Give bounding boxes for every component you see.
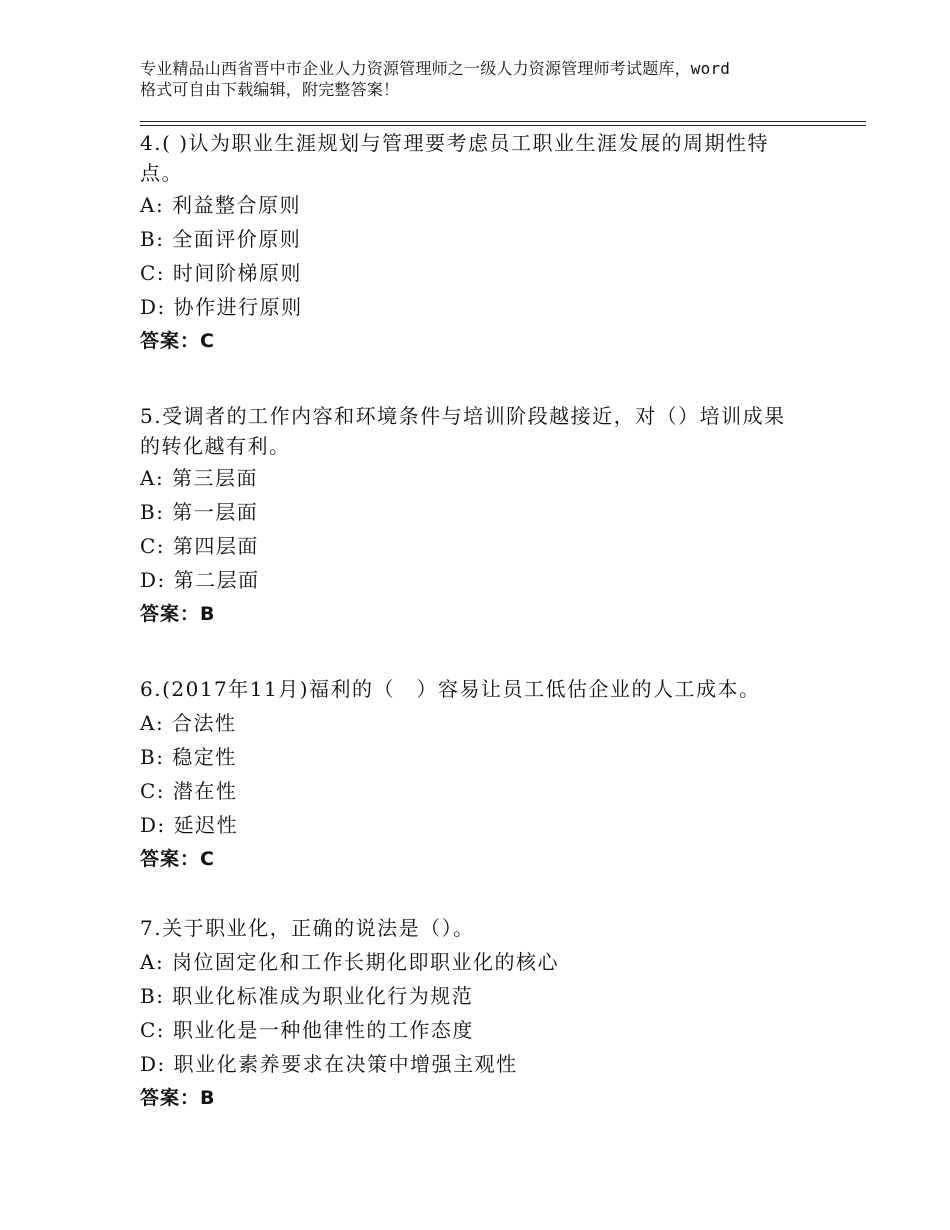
option-d: D: 延迟性 [140,813,239,837]
header-line-1: 专业精品山西省晋中市企业人力资源管理师之一级人力资源管理师考试题库，word [140,59,731,78]
option-b: B: 稳定性 [140,745,237,769]
option-c: C: 潜在性 [140,779,238,803]
question-6 [140,672,800,876]
question-stem-line: 7.关于职业化，正确的说法是（）。 [140,916,475,940]
answer: 答案：C [140,330,215,352]
document-header [140,58,840,100]
option-d: D: 第二层面 [140,568,260,592]
header-line-2: 格式可自由下载编辑，附完整答案！ [140,80,400,99]
option-d: D: 职业化素养要求在决策中增强主观性 [140,1052,518,1076]
question-stem-line: 5.受调者的工作内容和环境条件与培训阶段越接近，对（）培训成果 [140,404,786,428]
option-c: C: 第四层面 [140,534,259,558]
question-stem-line: 点。 [140,161,183,185]
answer: 答案：B [140,1087,216,1109]
option-b: B: 职业化标准成为职业化行为规范 [140,984,474,1008]
question-4 [140,128,800,358]
question-7 [140,911,800,1115]
header-rule-top [140,121,866,122]
question-stem-line: 的转化越有利。 [140,434,291,458]
option-b: B: 全面评价原则 [140,227,302,251]
option-c: C: 时间阶梯原则 [140,261,302,285]
answer: 答案：C [140,848,215,870]
option-c: C: 职业化是一种他律性的工作态度 [140,1018,474,1042]
question-stem-line: 6.(2017年11月)福利的（ ）容易让员工低估企业的人工成本。 [140,677,761,701]
option-a: A: 合法性 [140,711,237,735]
question-stem-line: 4.( )认为职业生涯规划与管理要考虑员工职业生涯发展的周期性特 [140,131,770,155]
option-a: A: 岗位固定化和工作长期化即职业化的核心 [140,950,560,974]
option-b: B: 第一层面 [140,500,259,524]
option-a: A: 利益整合原则 [140,193,302,217]
question-5 [140,401,800,631]
option-d: D: 协作进行原则 [140,295,303,319]
header-rule-bottom [140,125,866,126]
answer: 答案：B [140,603,216,625]
option-a: A: 第三层面 [140,466,259,490]
